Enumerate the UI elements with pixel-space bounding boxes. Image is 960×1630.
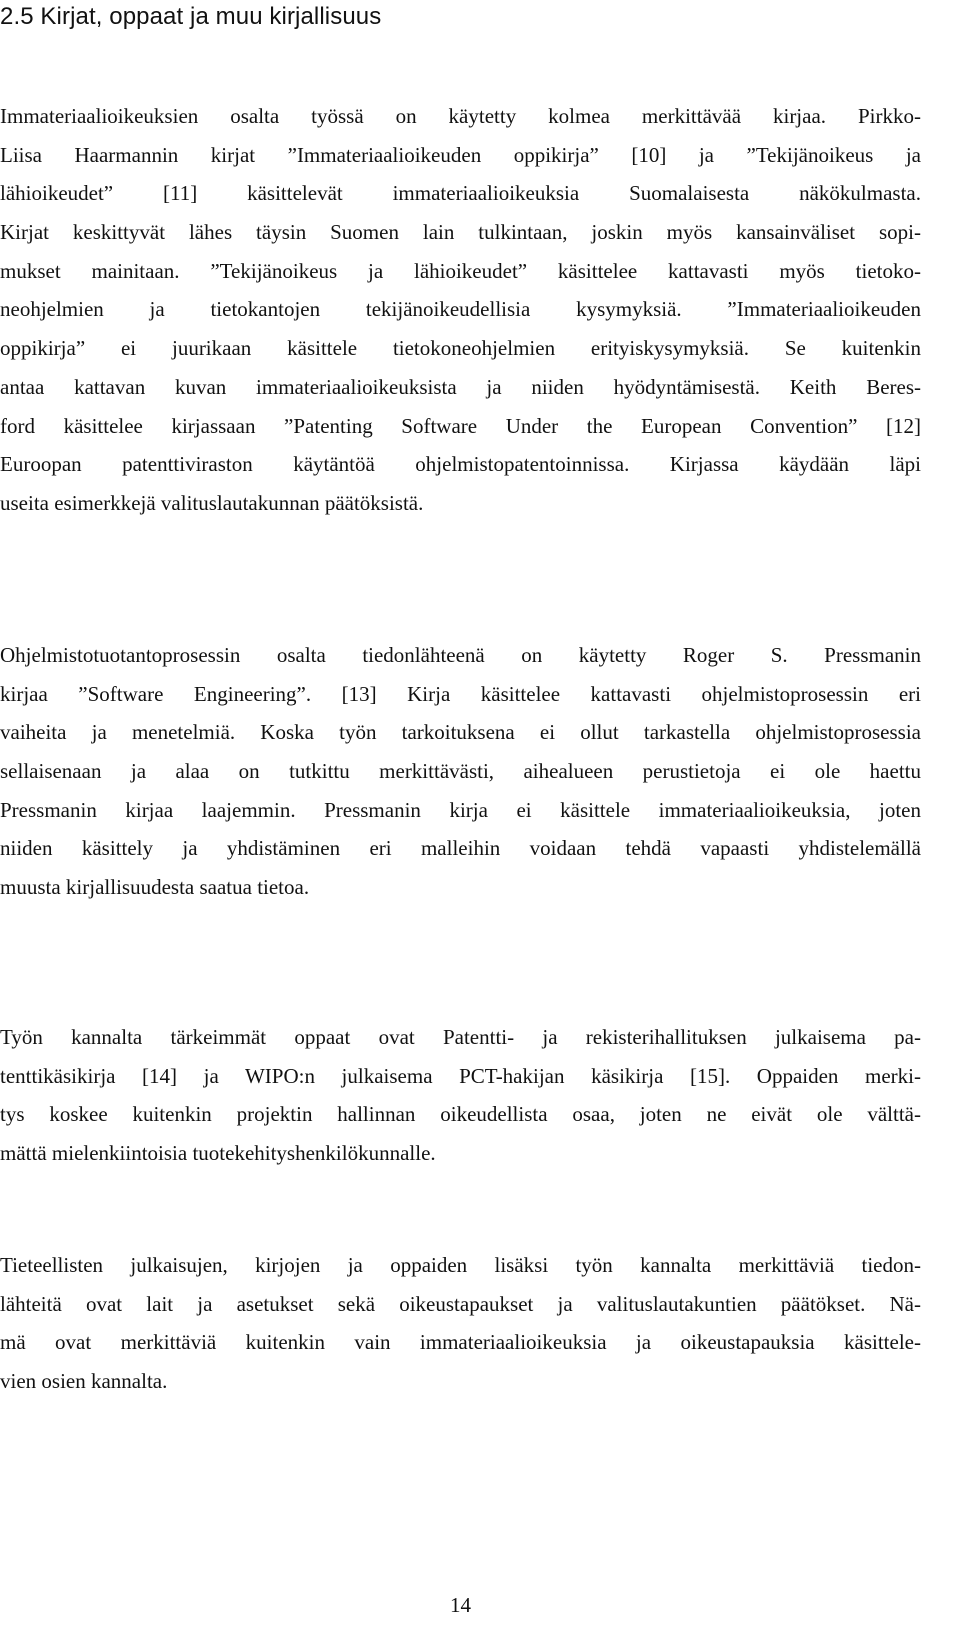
text-line: lähioikeudet” [11] käsittelevät immateriaalioikeuksia Suomalaisesta näkökulmasta. (0, 181, 921, 206)
text-line: Työn kannalta tärkeimmät oppaat ovat Patentti- ja rekisterihallituksen julkaisema pa- (0, 1025, 921, 1049)
text-line: vien osien kannalta. (0, 1369, 168, 1394)
text-line: antaa kattavan kuvan immateriaalioikeuksista ja niiden hyödyntämisestä. Keith Beres- (0, 374, 921, 399)
text-line: niiden käsittely ja yhdistäminen eri malleihin voidaan tehdä vapaasti yhdistelemällä (0, 836, 921, 861)
paragraph-other-sources (0, 1246, 921, 1401)
text-line: Pressmanin kirjaa laajemmin. Pressmanin kirja ei käsittele immateriaalioikeuksia, joten (0, 797, 921, 822)
text-line: Kirjat keskittyvät lähes täysin Suomen lain tulkintaan, joskin myös kansainväliset sopi- (0, 220, 921, 245)
text-line: mä ovat merkittäviä kuitenkin vain immateriaalioikeuksia ja oikeustapauksia käsittele- (0, 1330, 921, 1355)
text-line: tys koskee kuitenkin projektin hallinnan oikeudellista osaa, joten ne eivät ole välttä- (0, 1102, 921, 1127)
text-line: tenttikäsikirja [14] ja WIPO:n julkaisema PCT-hakijan käsikirja [15]. Oppaiden merki- (0, 1063, 921, 1088)
text-line: Immateriaalioikeuksien osalta työssä on käytetty kolmea merkittävää kirjaa. Pirkko- (0, 104, 921, 128)
text-line: mukset mainitaan. ”Tekijänoikeus ja lähioikeudet” käsittelee kattavasti myös tietoko- (0, 258, 921, 283)
text-line: mättä mielenkiintoisia tuotekehityshenkilökunnalle. (0, 1141, 436, 1166)
paragraph-books (0, 97, 921, 523)
text-line: Euroopan patenttiviraston käytäntöä ohjelmistopatentoinnissa. Kirjassa käydään läpi (0, 452, 921, 477)
text-line: kirjaa ”Software Engineering”. [13] Kirja käsittelee kattavasti ohjelmistoprosessin eri (0, 681, 921, 706)
text-line: Tieteellisten julkaisujen, kirjojen ja oppaiden lisäksi työn kannalta merkittäviä tiedon- (0, 1253, 921, 1277)
paragraph-guides (0, 1018, 921, 1173)
text-line: sellaisenaan ja alaa on tutkittu merkittävästi, aihealueen perustietoja ei ole haettu (0, 759, 921, 784)
paragraph-software-engineering (0, 636, 921, 907)
text-line: lähteitä ovat lait ja asetukset sekä oikeustapaukset ja valituslautakuntien päätökset. Nä- (0, 1291, 921, 1316)
text-line: oppikirja” ei juurikaan käsittele tietokoneohjelmien erityiskysymyksiä. Se kuitenkin (0, 336, 921, 361)
text-line: useita esimerkkejä valituslautakunnan päätöksistä. (0, 490, 424, 515)
text-line: Liisa Haarmannin kirjat ”Immateriaalioikeuden oppikirja” [10] ja ”Tekijänoikeus ja (0, 142, 921, 167)
text-line: Ohjelmistotuotantoprosessin osalta tiedonlähteenä on käytetty Roger S. Pressmanin (0, 643, 921, 667)
section-heading: 2.5 Kirjat, oppaat ja muu kirjallisuus (0, 3, 382, 30)
text-line: vaiheita ja menetelmiä. Koska työn tarkoituksena ei ollut tarkastella ohjelmistoprosessia (0, 720, 921, 745)
text-line: neohjelmien ja tietokantojen tekijänoikeudellisia kysymyksiä. ”Immateriaalioikeuden (0, 297, 921, 322)
text-line: ford käsittelee kirjassaan ”Patenting Software Under the European Convention” [12] (0, 413, 921, 438)
page-number: 14 (450, 1593, 471, 1617)
text-line: muusta kirjallisuudesta saatua tietoa. (0, 875, 310, 900)
